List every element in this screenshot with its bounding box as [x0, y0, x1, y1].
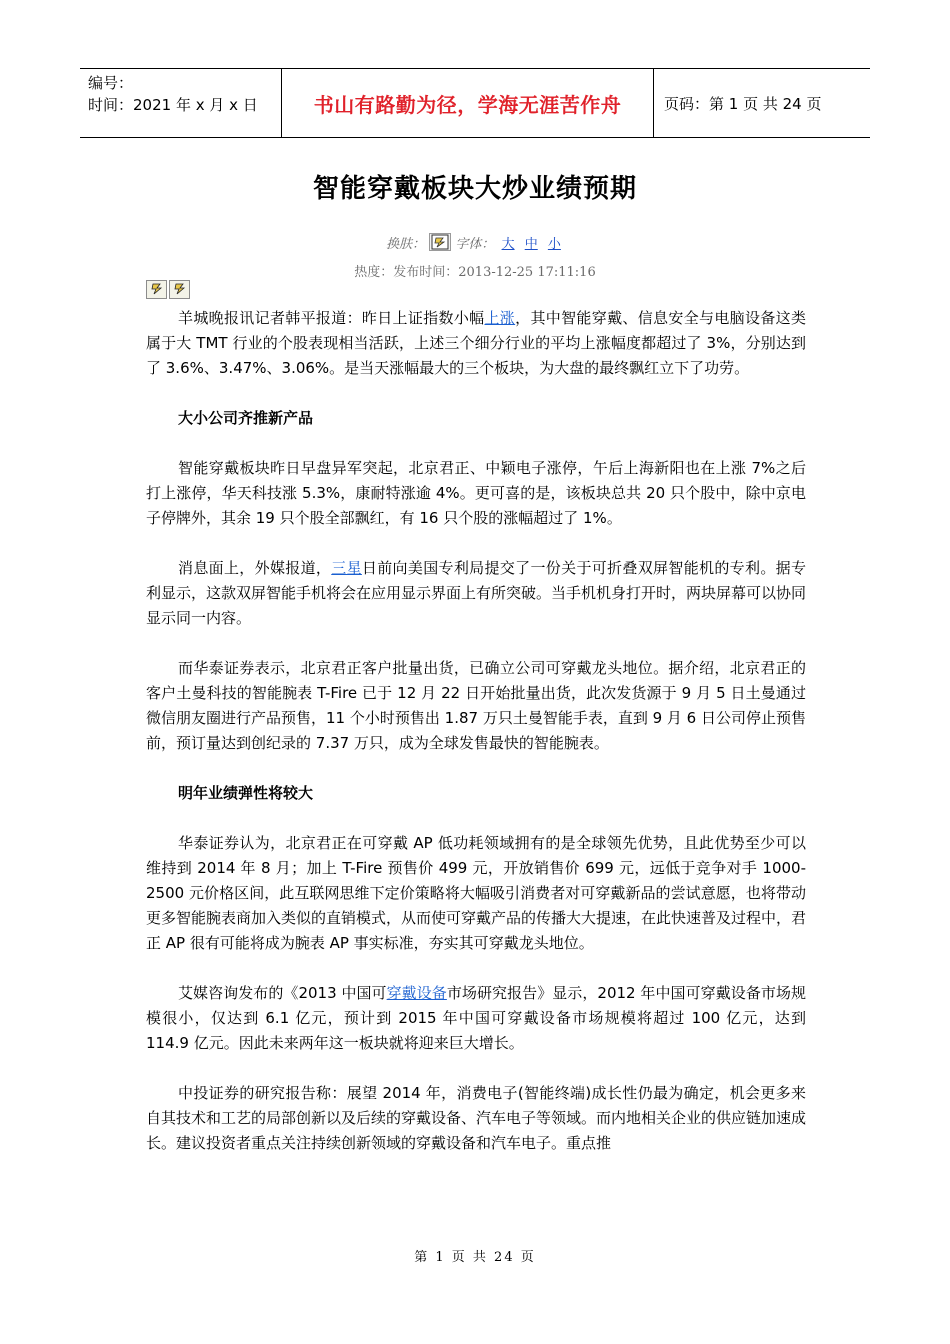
article-body — [146, 306, 806, 1156]
paragraph-text: 消息面上，外媒报道， — [178, 559, 332, 577]
header-motto: 书山有路勤为径，学海无涯苦作舟 — [281, 69, 654, 137]
font-size-large-link[interactable]: 大 — [501, 237, 515, 252]
skin-label: 换肤： — [386, 237, 426, 252]
publish-meta: 热度：发布时间：2013-12-25 17:11:16 — [354, 265, 596, 280]
paragraph — [146, 556, 806, 631]
paragraph-text: 市场研究报告》显示，2012 年中国可穿戴设备市场规模很小，仅达到 6.1 亿元，预计到 2015 年中国可穿戴设备市场规模将超过 100 亿元，达到 114.9 亿元。因此未来两年这一板块就将迎来巨大增长。 — [146, 984, 806, 1052]
link-wearable-devices[interactable]: 穿戴设备 — [386, 984, 447, 1002]
skin-picker-icon[interactable] — [429, 233, 451, 251]
paragraph: 智能穿戴板块昨日早盘异军突起，北京君正、中颖电子涨停，午后上海新阳也在上涨 7%之后打上涨停，华天科技涨 5.3%，康耐特涨逾 4%。更可喜的是，该板块总共 20 只个股中，除中京电子停牌外，其余 19 只个股全部飘红，有 16 只个股的涨幅超过了 1%。 — [146, 459, 806, 527]
paragraph — [146, 981, 806, 1056]
paragraph: 华泰证券认为，北京君正在可穿戴 AP 低功耗领域拥有的是全球领先优势，且此优势至少可以维持到 2014 年 8 月；加上 T-Fire 预售价 499 元，开放销售价 699 元，远低于竞争对手 1000-2500 元价格区间，此互联网思维下定价策略将大幅吸引消费者对可穿戴新品的尝试意愿，也将带动更多智能腕表商加入类似的直销模式，从而使可穿戴产品的传播大大提速，在此快速普及过程中，君正 AP 很有可能将成为腕表 AP 事实标准，夯实其可穿戴龙头地位。 — [146, 834, 807, 952]
number-label: 编号： — [88, 74, 134, 92]
paragraph-text: 羊城晚报讯记者韩平报道：昨日上证指数小幅 — [178, 309, 485, 327]
link-shangzhang[interactable]: 上涨 — [484, 309, 516, 327]
header-meta-cell — [80, 69, 281, 137]
font-size-medium-link[interactable]: 中 — [524, 237, 538, 252]
paragraph-text: 日前向美国专利局提交了一份关于可折叠双屏智能机的专利。据专利显示，这款双屏智能手机将会在应用显示界面上有所突破。当手机机身打开时，两块屏幕可以协同显示同一内容。 — [146, 559, 807, 627]
font-label: 字体： — [455, 237, 495, 252]
document-header — [80, 68, 870, 138]
share-icon[interactable] — [146, 280, 167, 299]
article-title: 智能穿戴板块大炒业绩预期 — [312, 174, 637, 204]
display-options — [0, 233, 950, 252]
section-heading: 大小公司齐推新产品 — [178, 409, 314, 427]
time-label: 时间：2021 年 x 月 x 日 — [88, 96, 258, 114]
paragraph — [146, 306, 806, 381]
paragraph: 而华泰证券表示，北京君正客户批量出货，已确立公司可穿戴龙头地位。据介绍，北京君正的客户土曼科技的智能腕表 T-Fire 已于 12 月 22 日开始批量出货，此次发货源于 9 月 5 日土曼通过微信朋友圈进行产品预售，11 个小时预售出 1.87 万只土曼智能手表，直到 9 月 6 日公司停止预售前，预订量达到创纪录的 7.37 万只，成为全球发售最快的智能腕表。 — [146, 659, 806, 752]
header-page-info: 页码：第 1 页 共 24 页 — [664, 94, 822, 113]
paragraph-text: ，其中智能穿戴、信息安全与电脑设备这类属于大 TMT 行业的个股表现相当活跃，上述三个细分行业的平均上涨幅度都超过了 3%，分别达到了 3.6%、3.47%、3.06%。是当天涨幅最大的三个板块，为大盘的最终飘红立下了功劳。 — [146, 309, 806, 377]
paragraph-text: 艾媒咨询发布的《2013 中国可 — [178, 984, 387, 1002]
bookmark-icon[interactable] — [169, 280, 190, 299]
font-size-small-link[interactable]: 小 — [547, 237, 561, 252]
share-icon-row — [146, 280, 190, 299]
section-heading: 明年业绩弹性将较大 — [178, 784, 314, 802]
link-samsung[interactable]: 三星 — [331, 559, 362, 577]
paragraph: 中投证券的研究报告称：展望 2014 年，消费电子(智能终端)成长性仍最为确定，机会更多来自其技术和工艺的局部创新以及后续的穿戴设备、汽车电子等领域。而内地相关企业的供应链加速成长。建议投资者重点关注持续创新领域的穿戴设备和汽车电子。重点推 — [146, 1084, 807, 1152]
page-footer: 第 1 页 共 24 页 — [414, 1250, 536, 1265]
